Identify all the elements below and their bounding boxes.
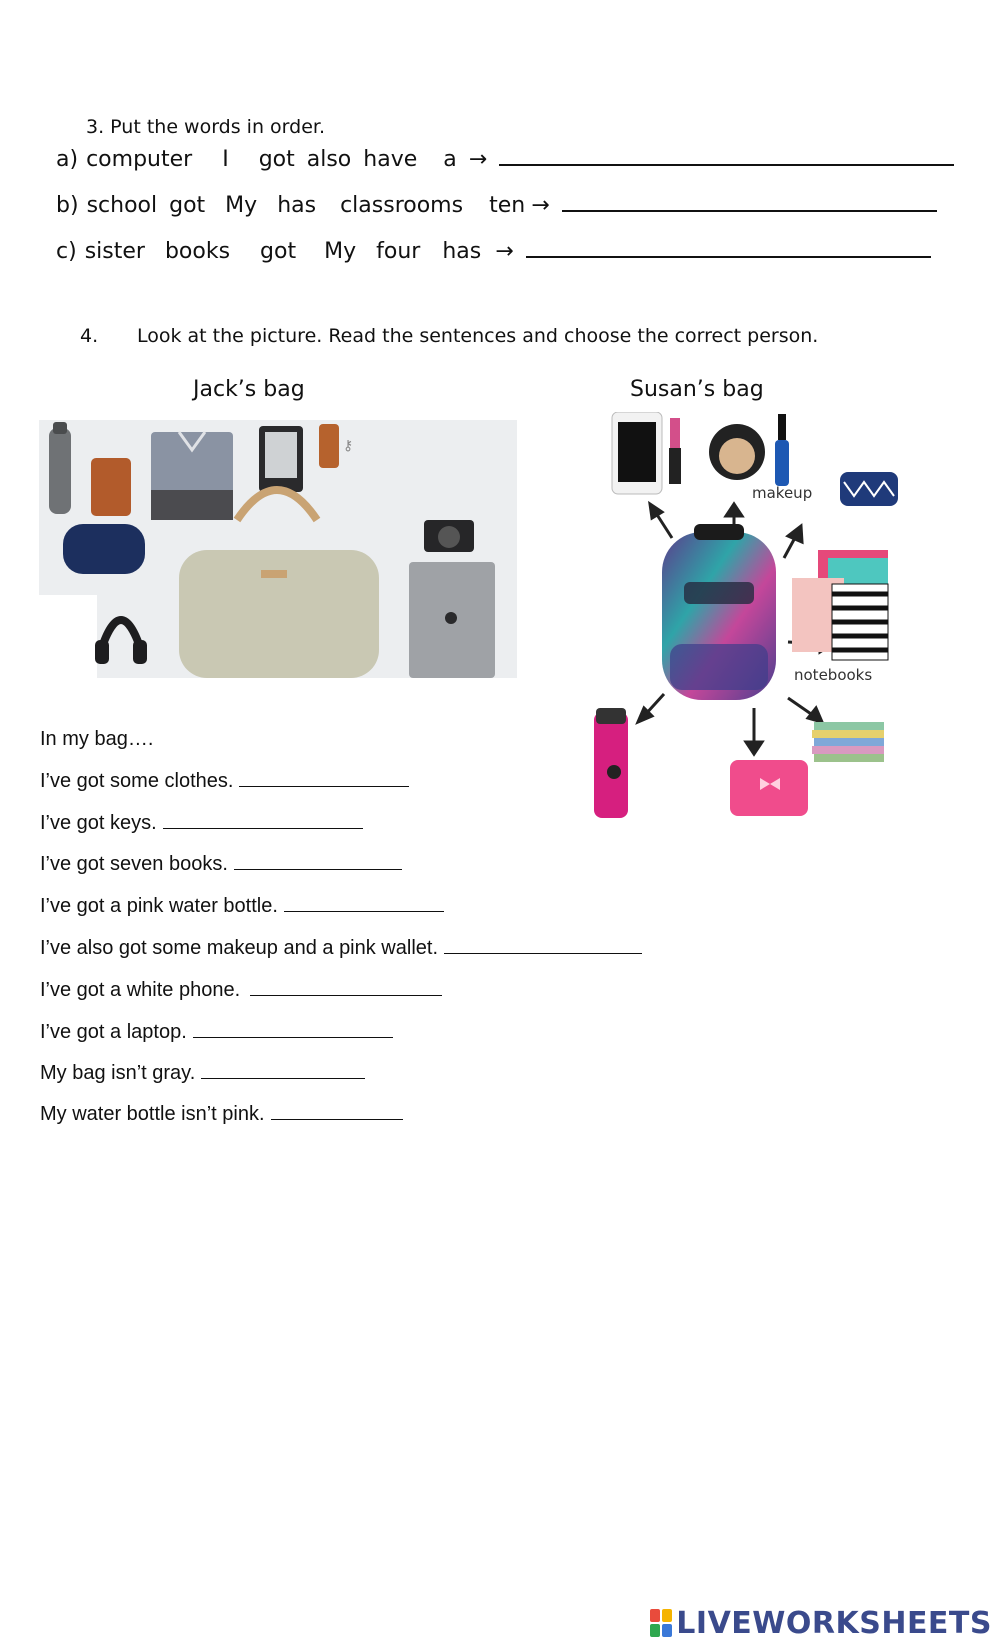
ereader-icon — [259, 426, 303, 492]
word: got — [258, 147, 295, 172]
shirt-icon — [151, 432, 233, 520]
answer-blank[interactable] — [234, 855, 402, 870]
answer-blank[interactable] — [284, 897, 444, 912]
word: four — [376, 239, 421, 264]
jack-bag-photo — [39, 420, 517, 678]
sentence-item — [40, 979, 442, 1002]
sentence-text: I’ve got a pink water bottle. — [40, 895, 278, 917]
pink-water-bottle-icon — [594, 708, 628, 818]
sentence-item — [40, 895, 444, 918]
row-label: c) — [56, 239, 77, 264]
answer-blank[interactable] — [271, 1105, 403, 1120]
books-stack-icon — [812, 722, 884, 762]
brown-wallet-icon — [91, 458, 131, 516]
word: sister — [84, 239, 145, 264]
logo-text: LIVEWORKSHEETS — [676, 1605, 992, 1641]
sentence-text: I’ve got some clothes. — [40, 770, 234, 792]
makeup-icon — [669, 414, 789, 486]
sentence-text: My bag isn’t gray. — [40, 1062, 196, 1084]
answer-blank[interactable] — [201, 1064, 365, 1079]
arrow-icon: → — [468, 147, 488, 172]
makeup-label: makeup — [752, 484, 813, 502]
word: has — [442, 239, 482, 264]
sentence-text: I’ve got a laptop. — [40, 1021, 187, 1043]
liveworksheets-logo — [650, 1603, 992, 1643]
pink-wallet-icon — [730, 760, 808, 816]
sentence-item — [40, 937, 642, 960]
order-row-b — [56, 192, 937, 218]
sentences-intro: In my bag…. — [40, 728, 154, 750]
answer-blank[interactable] — [444, 939, 642, 954]
laptop-icon — [409, 562, 495, 678]
steel-bottle-icon — [49, 422, 71, 514]
word: My — [225, 193, 258, 218]
question-4-instruction: Look at the picture. Read the sentences and choose the correct person. — [137, 325, 819, 347]
word: computer — [86, 147, 193, 172]
answer-line-b[interactable] — [562, 192, 937, 212]
order-row-c — [56, 238, 931, 264]
backpack-icon — [662, 524, 776, 700]
word: I — [222, 147, 229, 172]
sentence-text: I’ve got seven books. — [40, 853, 228, 875]
word: a — [443, 147, 457, 172]
sentence-item — [40, 1021, 393, 1044]
question-4-number: 4. — [80, 325, 99, 347]
answer-blank[interactable] — [250, 981, 442, 996]
row-label: a) — [56, 147, 79, 172]
word: also — [306, 147, 352, 172]
camera-icon — [424, 520, 474, 552]
sentence-item — [40, 770, 409, 793]
pencil-case-icon — [840, 472, 898, 506]
sentence-item — [40, 1062, 365, 1085]
arrow-icon: → — [531, 193, 550, 218]
pouch-icon — [63, 524, 145, 574]
phone-icon — [319, 424, 339, 468]
word: got — [169, 193, 206, 218]
word: classrooms — [340, 193, 464, 218]
jack-bag-title: Jack’s bag — [193, 377, 305, 402]
sentence-text: I’ve got a white phone. — [40, 979, 241, 1001]
word: My — [324, 239, 357, 264]
arrow-icon: → — [495, 239, 514, 264]
word: ten — [489, 193, 526, 218]
svg-text:⚷: ⚷ — [343, 438, 354, 454]
row-label: b) — [56, 193, 79, 218]
sentence-text: My water bottle isn’t pink. — [40, 1103, 265, 1125]
sentence-item — [40, 812, 363, 835]
notebooks-icon — [792, 550, 888, 660]
word: has — [277, 193, 317, 218]
sentence-item — [40, 1103, 403, 1126]
word: have — [363, 147, 418, 172]
sentence-item — [40, 853, 402, 876]
question-3-title: 3. Put the words in order. — [86, 116, 326, 138]
answer-blank[interactable] — [163, 814, 363, 829]
word: books — [164, 239, 231, 264]
order-row-a — [56, 146, 954, 172]
white-phone-icon — [612, 412, 662, 494]
susan-bag-illustration — [592, 412, 922, 837]
sentence-text: I’ve got keys. — [40, 812, 157, 834]
answer-line-a[interactable] — [499, 146, 954, 166]
susan-bag-title: Susan’s bag — [630, 377, 764, 402]
word: school — [86, 193, 158, 218]
sentence-text: I’ve also got some makeup and a pink wallet. — [40, 937, 438, 959]
answer-blank[interactable] — [239, 772, 409, 787]
answer-line-c[interactable] — [526, 238, 931, 258]
word: got — [260, 239, 297, 264]
answer-blank[interactable] — [193, 1023, 393, 1038]
logo-grid-icon — [650, 1609, 672, 1637]
notebooks-label: notebooks — [794, 666, 873, 684]
